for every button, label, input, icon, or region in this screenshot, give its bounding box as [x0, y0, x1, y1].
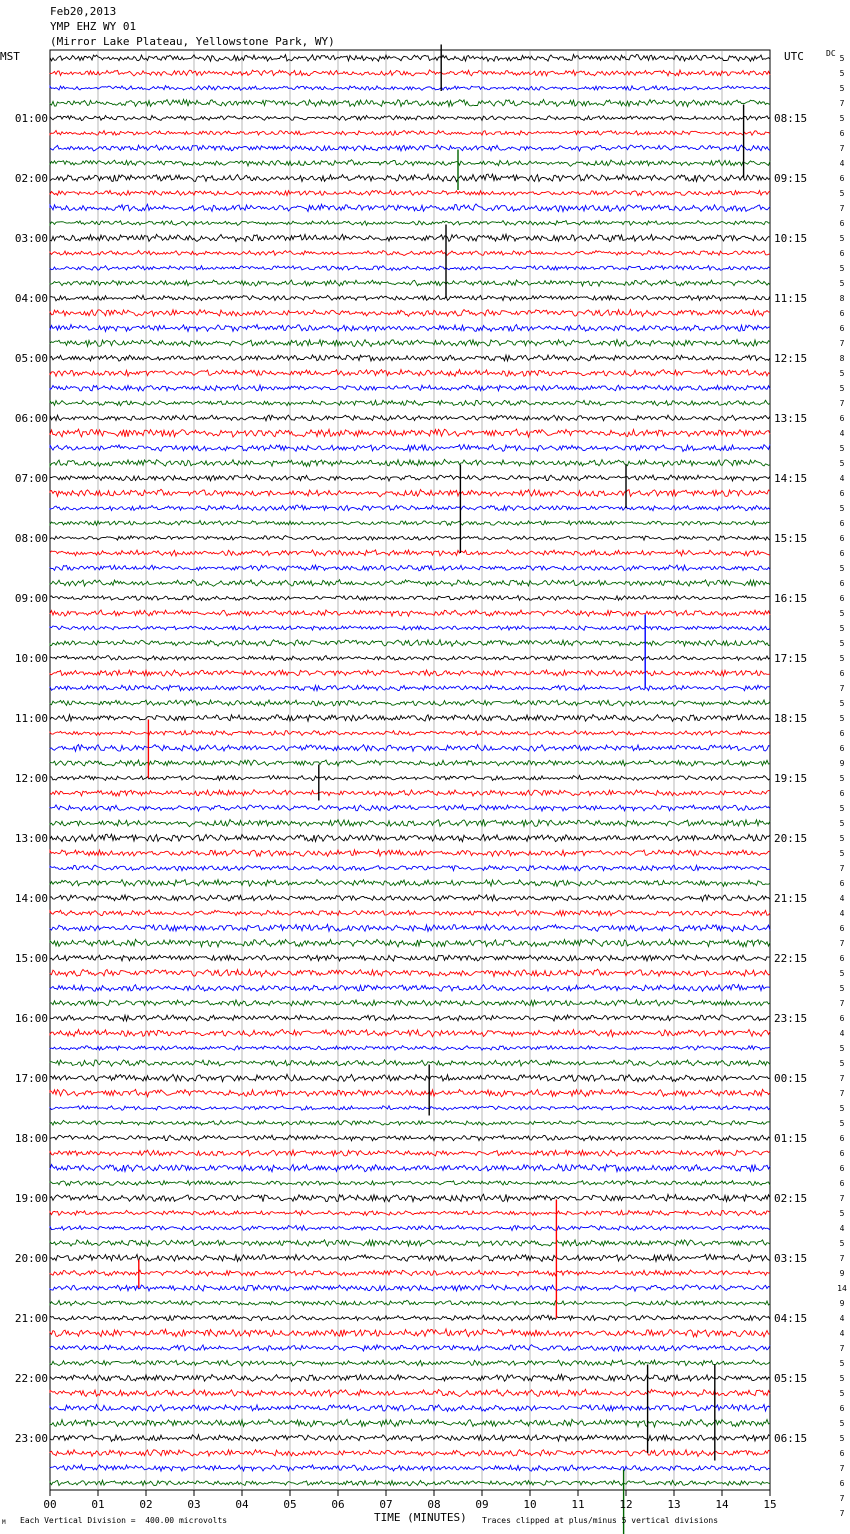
dc-value: 6: [839, 594, 845, 603]
right-hour-label: 17:15: [774, 652, 808, 665]
dc-value: 7: [839, 1344, 845, 1353]
right-hour-label: 08:15: [774, 112, 808, 125]
trace-row: [50, 1060, 770, 1066]
right-hour-label: 21:15: [774, 892, 808, 905]
trace-row: [50, 1046, 770, 1051]
x-tick-label: 00: [43, 1498, 57, 1511]
dc-value: 6: [839, 174, 845, 183]
trace-row: [50, 731, 770, 736]
dc-value: 5: [839, 114, 845, 123]
dc-value: 5: [839, 1374, 845, 1383]
dc-value: 6: [839, 1134, 845, 1143]
dc-value: 6: [839, 249, 845, 258]
dc-value: 6: [839, 489, 845, 498]
left-hour-label: 12:00: [14, 772, 48, 785]
trace-row: [50, 1226, 770, 1231]
dc-value: 7: [839, 864, 845, 873]
left-hour-label: 04:00: [14, 292, 48, 305]
dc-value: 6: [839, 789, 845, 798]
dc-value: 6: [839, 1404, 845, 1413]
trace-row: [50, 1315, 770, 1320]
x-tick-label: 12: [619, 1498, 633, 1511]
trace-row: [50, 626, 770, 631]
right-hour-label: 02:15: [774, 1192, 808, 1205]
right-hour-label: 16:15: [774, 592, 808, 605]
left-hour-label: 03:00: [14, 232, 48, 245]
dc-value: 7: [839, 399, 845, 408]
dc-value: 6: [839, 669, 845, 678]
x-tick-label: 14: [715, 1498, 729, 1511]
dc-value: 6: [839, 879, 845, 888]
trace-row: [50, 776, 770, 781]
dc-column-label: DC: [826, 49, 836, 58]
right-hour-label: 15:15: [774, 532, 808, 545]
dc-value: 5: [839, 984, 845, 993]
trace-row: [50, 280, 770, 286]
trace-row: [50, 1164, 770, 1171]
trace-row: [50, 86, 770, 91]
trace-row: [50, 610, 770, 616]
trace-row: [50, 385, 770, 391]
trace-row: [50, 670, 770, 676]
dc-value: 5: [839, 1359, 845, 1368]
right-hour-label: 04:15: [774, 1312, 808, 1325]
trace-row: [50, 805, 770, 811]
right-hour-label: 10:15: [774, 232, 808, 245]
left-hour-label: 15:00: [14, 952, 48, 965]
trace-row: [50, 1135, 770, 1141]
dc-value: 5: [839, 84, 845, 93]
trace-row: [50, 190, 770, 195]
dc-value: 5: [839, 279, 845, 288]
trace-row: [50, 1000, 770, 1006]
dc-value: 7: [839, 204, 845, 213]
dc-value: 5: [839, 234, 845, 243]
trace-row: [50, 819, 770, 826]
dc-value: 6: [839, 1179, 845, 1188]
trace-row: [50, 505, 770, 511]
dc-value: 5: [839, 1119, 845, 1128]
left-hour-label: 16:00: [14, 1012, 48, 1025]
x-tick-label: 03: [187, 1498, 201, 1511]
right-hour-label: 23:15: [774, 1012, 808, 1025]
dc-value: 5: [839, 1104, 845, 1113]
trace-row: [50, 656, 770, 661]
x-tick-label: 02: [139, 1498, 153, 1511]
dc-value: 5: [839, 1434, 845, 1443]
dc-value: 5: [839, 369, 845, 378]
x-tick-label: 05: [283, 1498, 297, 1511]
dc-value: 5: [839, 639, 845, 648]
dc-value: 4: [839, 1224, 845, 1233]
trace-row: [50, 250, 770, 255]
trace-row: [50, 1360, 770, 1366]
trace-row: [50, 1480, 770, 1485]
dc-value: 7: [839, 1509, 845, 1518]
dc-value: 5: [839, 459, 845, 468]
trace-row: [50, 895, 770, 901]
dc-value: 7: [839, 1254, 845, 1263]
dc-value: 6: [839, 219, 845, 228]
trace-row: [50, 521, 770, 526]
trace-row: [50, 204, 770, 212]
trace-row: [50, 850, 770, 857]
trace-row: [50, 745, 770, 752]
dc-value: 5: [839, 69, 845, 78]
trace-row: [50, 834, 770, 841]
trace-row: [50, 685, 770, 691]
left-hour-label: 13:00: [14, 832, 48, 845]
right-hour-label: 11:15: [774, 292, 808, 305]
dc-value: 4: [839, 474, 845, 483]
trace-row: [50, 715, 770, 722]
trace-row: [50, 99, 770, 106]
trace-row: [50, 640, 770, 647]
dc-value: 4: [839, 429, 845, 438]
trace-row: [50, 475, 770, 481]
dc-value: 4: [839, 909, 845, 918]
left-hour-label: 21:00: [14, 1312, 48, 1325]
trace-row: [50, 1345, 770, 1351]
dc-value: 6: [839, 129, 845, 138]
left-hour-label: 08:00: [14, 532, 48, 545]
dc-value: 7: [839, 1194, 845, 1203]
left-hour-label: 23:00: [14, 1432, 48, 1445]
x-tick-label: 13: [667, 1498, 681, 1511]
trace-row: [50, 221, 770, 226]
trace-row: [50, 865, 770, 871]
station-location: (Mirror Lake Plateau, Yellowstone Park, WY): [50, 35, 335, 48]
dc-value: 6: [839, 324, 845, 333]
trace-row: [50, 295, 770, 301]
x-tick-label: 08: [427, 1498, 441, 1511]
right-hour-label: 19:15: [774, 772, 808, 785]
x-tick-label: 09: [475, 1498, 489, 1511]
trace-row: [50, 55, 770, 62]
dc-value: 4: [839, 894, 845, 903]
trace-row: [50, 145, 770, 151]
dc-value: 6: [839, 414, 845, 423]
dc-value: 8: [839, 354, 845, 363]
trace-row: [50, 131, 770, 136]
trace-row: [50, 565, 770, 571]
trace-row: [50, 70, 770, 76]
right-hour-label: 22:15: [774, 952, 808, 965]
trace-row: [50, 536, 770, 541]
dc-value: 5: [839, 444, 845, 453]
trace-row: [50, 969, 770, 977]
dc-value: 7: [839, 339, 845, 348]
right-hour-label: 00:15: [774, 1072, 808, 1085]
plot-date: Feb20,2013: [50, 5, 117, 18]
left-hour-label: 22:00: [14, 1372, 48, 1385]
dc-value: 5: [839, 819, 845, 828]
trace-row: [50, 1150, 770, 1156]
trace-row: [50, 1329, 770, 1337]
trace-row: [50, 160, 770, 167]
trace-row: [50, 1405, 770, 1412]
right-hour-label: 18:15: [774, 712, 808, 725]
dc-value: 7: [839, 939, 845, 948]
dc-value: 4: [839, 159, 845, 168]
trace-row: [50, 174, 770, 182]
trace-row: [50, 429, 770, 437]
x-tick-label: 07: [379, 1498, 393, 1511]
dc-value: 7: [839, 99, 845, 108]
left-hour-label: 17:00: [14, 1072, 48, 1085]
trace-row: [50, 234, 770, 241]
trace-row: [50, 1450, 770, 1457]
left-hour-label: 14:00: [14, 892, 48, 905]
trace-row: [50, 924, 770, 931]
dc-value: 5: [839, 1239, 845, 1248]
right-hour-label: 01:15: [774, 1132, 808, 1145]
dc-value: 6: [839, 744, 845, 753]
dc-value: 5: [839, 54, 845, 63]
right-hour-label: 13:15: [774, 412, 808, 425]
dc-value: 5: [839, 1059, 845, 1068]
dc-value: 7: [839, 1494, 845, 1503]
x-tick-label: 15: [763, 1498, 777, 1511]
dc-value: 5: [839, 384, 845, 393]
trace-row: [50, 1015, 770, 1021]
left-hour-label: 01:00: [14, 112, 48, 125]
dc-value: 5: [839, 1209, 845, 1218]
dc-value: 5: [839, 849, 845, 858]
trace-row: [50, 1389, 770, 1396]
dc-value: 9: [839, 1269, 845, 1278]
right-hour-label: 20:15: [774, 832, 808, 845]
right-timezone-label: UTC: [784, 50, 804, 63]
left-hour-label: 02:00: [14, 172, 48, 185]
dc-value: 6: [839, 729, 845, 738]
trace-row: [50, 340, 770, 347]
left-timezone-label: MST: [0, 50, 20, 63]
trace-row: [50, 1254, 770, 1261]
trace-row: [50, 550, 770, 556]
dc-value: 8: [839, 294, 845, 303]
trace-row: [50, 939, 770, 947]
x-axis-title: TIME (MINUTES): [374, 1511, 467, 1524]
dc-value: 6: [839, 1014, 845, 1023]
dc-value: 5: [839, 564, 845, 573]
trace-row: [50, 1285, 770, 1291]
dc-value: 6: [839, 549, 845, 558]
trace-row: [50, 1194, 770, 1202]
trace-row: [50, 1074, 770, 1081]
trace-row: [50, 1419, 770, 1427]
trace-row: [50, 1181, 770, 1186]
trace-row: [50, 1375, 770, 1382]
dc-value: 7: [839, 999, 845, 1008]
dc-value: 6: [839, 309, 845, 318]
trace-row: [50, 880, 770, 887]
trace-row: [50, 1120, 770, 1125]
trace-row: [50, 400, 770, 406]
dc-value: 6: [839, 579, 845, 588]
trace-row: [50, 1270, 770, 1276]
trace-row: [50, 596, 770, 601]
dc-value: 5: [839, 504, 845, 513]
dc-value: 6: [839, 1164, 845, 1173]
dc-value: 6: [839, 1149, 845, 1158]
x-tick-label: 10: [523, 1498, 537, 1511]
trace-row: [50, 955, 770, 961]
left-hour-label: 09:00: [14, 592, 48, 605]
dc-value: 6: [839, 924, 845, 933]
trace-row: [50, 1240, 770, 1247]
trace-row: [50, 700, 770, 706]
dc-value: 5: [839, 654, 845, 663]
trace-row: [50, 1030, 770, 1037]
dc-value: 14: [837, 1284, 847, 1293]
dc-value: 5: [839, 1044, 845, 1053]
dc-value: 5: [839, 699, 845, 708]
dc-value: 7: [839, 1074, 845, 1083]
right-hour-label: 14:15: [774, 472, 808, 485]
right-hour-label: 09:15: [774, 172, 808, 185]
dc-value: 7: [839, 684, 845, 693]
dc-value: 6: [839, 534, 845, 543]
trace-row: [50, 489, 770, 497]
dc-value: 5: [839, 834, 845, 843]
trace-row: [50, 355, 770, 361]
dc-value: 7: [839, 1089, 845, 1098]
dc-value: 5: [839, 624, 845, 633]
trace-row: [50, 580, 770, 587]
trace-row: [50, 910, 770, 916]
dc-value: 5: [839, 609, 845, 618]
trace-row: [50, 1465, 770, 1471]
dc-value: 9: [839, 759, 845, 768]
dc-value: 6: [839, 519, 845, 528]
left-hour-label: 07:00: [14, 472, 48, 485]
dc-value: 7: [839, 144, 845, 153]
trace-row: [50, 445, 770, 452]
right-hour-label: 06:15: [774, 1432, 808, 1445]
trace-row: [50, 116, 770, 121]
left-hour-label: 05:00: [14, 352, 48, 365]
dc-value: 7: [839, 1464, 845, 1473]
trace-row: [50, 790, 770, 797]
left-hour-label: 11:00: [14, 712, 48, 725]
footer-mark: M: [2, 1519, 6, 1526]
dc-value: 6: [839, 1479, 845, 1488]
left-hour-label: 19:00: [14, 1192, 48, 1205]
right-hour-label: 03:15: [774, 1252, 808, 1265]
clip-note: Traces clipped at plus/minus 5 vertical divisions: [482, 1516, 719, 1525]
trace-row: [50, 459, 770, 466]
trace-row: [50, 985, 770, 992]
left-hour-label: 20:00: [14, 1252, 48, 1265]
x-tick-label: 06: [331, 1498, 345, 1511]
trace-row: [50, 1106, 770, 1111]
trace-row: [50, 1300, 770, 1306]
dc-value: 5: [839, 969, 845, 978]
trace-row: [50, 415, 770, 421]
x-tick-label: 01: [91, 1498, 105, 1511]
station-code: YMP EHZ WY 01: [50, 20, 137, 33]
dc-value: 5: [839, 804, 845, 813]
dc-value: 4: [839, 1314, 845, 1323]
trace-row: [50, 760, 770, 766]
dc-value: 5: [839, 714, 845, 723]
dc-value: 9: [839, 1299, 845, 1308]
trace-row: [50, 1435, 770, 1442]
dc-value: 5: [839, 1389, 845, 1398]
left-hour-label: 06:00: [14, 412, 48, 425]
trace-row: [50, 1210, 770, 1215]
trace-row: [50, 266, 770, 271]
dc-value: 6: [839, 954, 845, 963]
trace-row: [50, 370, 770, 377]
trace-row: [50, 1089, 770, 1096]
x-tick-label: 04: [235, 1498, 249, 1511]
dc-value: 4: [839, 1029, 845, 1038]
dc-value: 5: [839, 1419, 845, 1428]
right-hour-label: 12:15: [774, 352, 808, 365]
dc-value: 5: [839, 774, 845, 783]
dc-value: 5: [839, 264, 845, 273]
trace-row: [50, 325, 770, 332]
left-hour-label: 10:00: [14, 652, 48, 665]
trace-row: [50, 310, 770, 317]
left-hour-label: 18:00: [14, 1132, 48, 1145]
vertical-scale-note: Each Vertical Division = 400.00 microvolts: [20, 1516, 228, 1525]
dc-value: 4: [839, 1329, 845, 1338]
right-hour-label: 05:15: [774, 1372, 808, 1385]
x-tick-label: 11: [571, 1498, 585, 1511]
dc-value: 5: [839, 189, 845, 198]
dc-value: 6: [839, 1449, 845, 1458]
